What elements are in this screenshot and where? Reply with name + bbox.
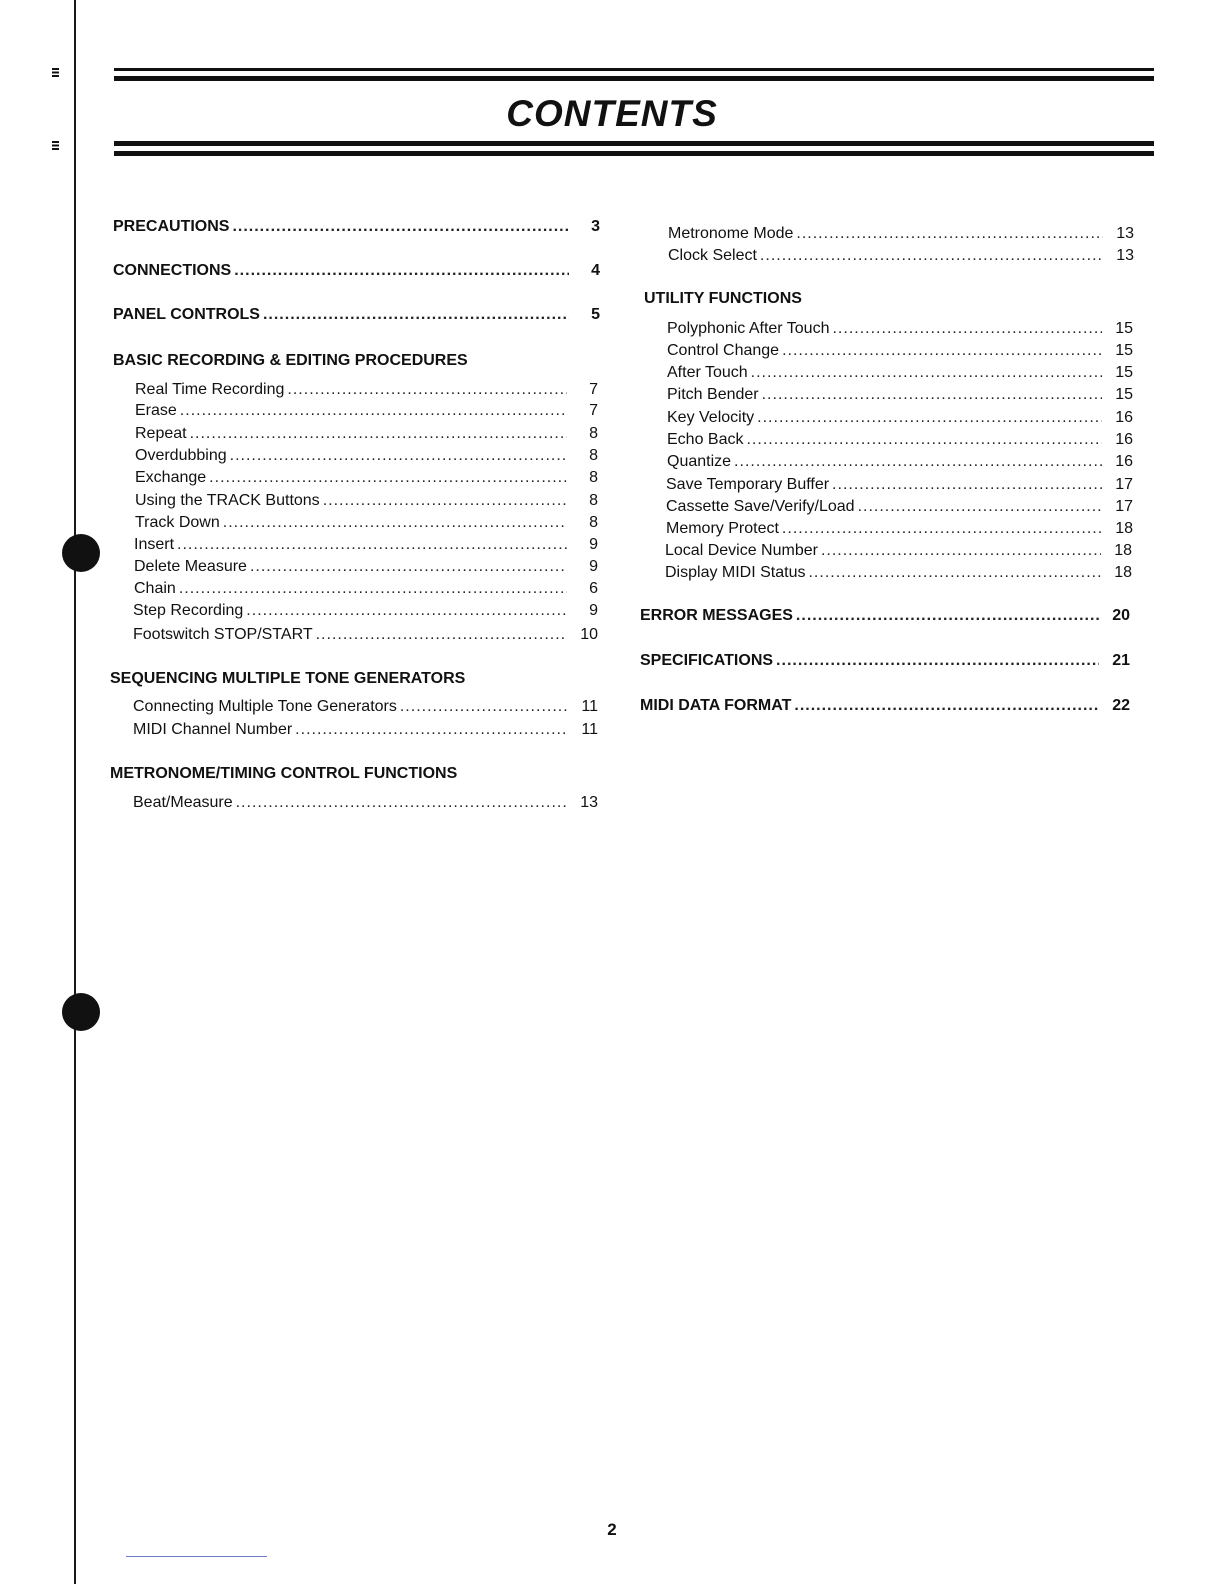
toc-entry[interactable] bbox=[666, 519, 1133, 539]
toc-entry[interactable] bbox=[665, 541, 1132, 561]
dot-leader bbox=[746, 430, 1102, 450]
toc-entry[interactable] bbox=[667, 319, 1133, 339]
toc-label: Polyphonic After Touch bbox=[667, 320, 830, 337]
dot-leader bbox=[782, 519, 1102, 539]
toc-page-number: 15 bbox=[1115, 386, 1133, 403]
dot-leader bbox=[794, 696, 1099, 716]
toc-page-number: 10 bbox=[580, 626, 598, 643]
toc-page-number: 6 bbox=[589, 580, 598, 597]
dot-leader bbox=[776, 651, 1099, 671]
toc-entry[interactable] bbox=[667, 452, 1133, 472]
toc-entry[interactable] bbox=[667, 341, 1133, 361]
dot-leader bbox=[223, 513, 567, 533]
toc-label: Using the TRACK Buttons bbox=[135, 492, 320, 509]
toc-page-number: 8 bbox=[589, 492, 598, 509]
header-rule-top bbox=[114, 68, 1154, 71]
dot-leader bbox=[762, 385, 1102, 405]
toc-entry[interactable] bbox=[135, 401, 598, 421]
toc-label: Key Velocity bbox=[667, 409, 755, 426]
toc-label: Beat/Measure bbox=[133, 794, 233, 811]
section-heading-basic-recording: BASIC RECORDING & EDITING PROCEDURES bbox=[113, 352, 468, 369]
toc-label: Overdubbing bbox=[135, 447, 227, 464]
toc-label: Cassette Save/Verify/Load bbox=[666, 498, 855, 515]
toc-page-number: 21 bbox=[1112, 652, 1130, 669]
bottom-edge-line bbox=[126, 1556, 267, 1557]
toc-entry[interactable] bbox=[667, 430, 1133, 450]
section-heading-metronome-timing: METRONOME/TIMING CONTROL FUNCTIONS bbox=[110, 765, 458, 782]
toc-page-number: 4 bbox=[591, 262, 600, 279]
page-title: CONTENTS bbox=[506, 93, 718, 134]
toc-label: Insert bbox=[134, 536, 175, 553]
dot-leader bbox=[263, 305, 569, 325]
toc-entry[interactable] bbox=[134, 579, 598, 599]
toc-page-number: 11 bbox=[581, 721, 598, 738]
toc-entry[interactable] bbox=[668, 224, 1134, 244]
toc-page-number: 9 bbox=[589, 558, 598, 575]
toc-page-number: 3 bbox=[591, 218, 600, 235]
toc-label: PANEL CONTROLS bbox=[113, 306, 260, 323]
toc-entry[interactable] bbox=[135, 380, 598, 400]
toc-page-number: 13 bbox=[1116, 225, 1134, 242]
dot-leader bbox=[751, 363, 1102, 383]
dot-leader bbox=[316, 625, 567, 645]
toc-page-number: 16 bbox=[1115, 409, 1133, 426]
toc-entry-specifications[interactable] bbox=[640, 651, 1130, 671]
dot-leader bbox=[209, 468, 567, 488]
toc-entry[interactable] bbox=[667, 363, 1133, 383]
toc-entry[interactable] bbox=[133, 697, 598, 717]
toc-page-number: 22 bbox=[1112, 697, 1130, 714]
toc-entry[interactable] bbox=[135, 424, 598, 444]
toc-page-number: 15 bbox=[1115, 364, 1133, 381]
toc-label: Clock Select bbox=[668, 247, 757, 264]
toc-page-number: 9 bbox=[589, 536, 598, 553]
dot-leader bbox=[190, 424, 567, 444]
dot-leader bbox=[782, 341, 1102, 361]
dot-leader bbox=[232, 217, 569, 237]
toc-label: Save Temporary Buffer bbox=[666, 476, 830, 493]
toc-page-number: 15 bbox=[1115, 320, 1133, 337]
header-rule-bottom bbox=[114, 151, 1154, 156]
dot-leader bbox=[832, 475, 1102, 495]
toc-label: Repeat bbox=[135, 425, 187, 442]
toc-label: Step Recording bbox=[133, 602, 244, 619]
toc-page-number: 13 bbox=[580, 794, 598, 811]
header-rule-bottom bbox=[114, 141, 1154, 146]
toc-page-number: 8 bbox=[589, 469, 598, 486]
toc-label: Track Down bbox=[135, 514, 220, 531]
binding-mark bbox=[52, 141, 59, 150]
toc-page-number: 20 bbox=[1112, 607, 1130, 624]
toc-page-number: 8 bbox=[589, 447, 598, 464]
toc-entry[interactable] bbox=[667, 385, 1133, 405]
toc-label: Control Change bbox=[667, 342, 780, 359]
toc-label: Quantize bbox=[667, 453, 732, 470]
dot-leader bbox=[236, 793, 567, 813]
toc-label: Display MIDI Status bbox=[665, 564, 806, 581]
toc-entry[interactable] bbox=[668, 246, 1134, 266]
page-number: 2 bbox=[607, 1520, 617, 1539]
toc-entry[interactable] bbox=[665, 563, 1132, 583]
dot-leader bbox=[234, 261, 569, 281]
toc-entry[interactable] bbox=[134, 535, 598, 555]
section-heading-utility-functions: UTILITY FUNCTIONS bbox=[644, 290, 802, 307]
toc-label: MIDI Channel Number bbox=[133, 721, 293, 738]
toc-entry-midi-data-format[interactable] bbox=[640, 696, 1130, 716]
dot-leader bbox=[821, 541, 1101, 561]
dot-leader bbox=[832, 319, 1102, 339]
dot-leader bbox=[287, 380, 567, 400]
dot-leader bbox=[796, 224, 1103, 244]
toc-entry[interactable] bbox=[134, 557, 598, 577]
dot-leader bbox=[796, 606, 1099, 626]
binding-line bbox=[74, 0, 76, 1584]
toc-entry[interactable] bbox=[666, 475, 1133, 495]
toc-entry[interactable] bbox=[133, 720, 598, 740]
punch-hole bbox=[62, 534, 100, 572]
dot-leader bbox=[757, 408, 1102, 428]
toc-page-number: 5 bbox=[591, 306, 600, 323]
dot-leader bbox=[250, 557, 567, 577]
toc-entry[interactable] bbox=[135, 513, 598, 533]
toc-page-number: 11 bbox=[581, 698, 598, 715]
dot-leader bbox=[323, 491, 567, 511]
toc-label: Chain bbox=[134, 580, 176, 597]
toc-label: ERROR MESSAGES bbox=[640, 607, 793, 624]
toc-page-number: 16 bbox=[1115, 453, 1133, 470]
toc-entry[interactable] bbox=[135, 491, 598, 511]
toc-entry[interactable] bbox=[667, 408, 1133, 428]
toc-page-number: 18 bbox=[1114, 542, 1132, 559]
dot-leader bbox=[177, 535, 567, 555]
toc-label: SPECIFICATIONS bbox=[640, 652, 774, 669]
dot-leader bbox=[246, 601, 567, 621]
toc-entry-error-messages[interactable] bbox=[640, 606, 1130, 626]
dot-leader bbox=[180, 401, 567, 421]
toc-page-number: 9 bbox=[589, 602, 598, 619]
toc-label: Metronome Mode bbox=[668, 225, 794, 242]
toc-page-number: 15 bbox=[1115, 342, 1133, 359]
toc-label: Local Device Number bbox=[665, 542, 818, 559]
dot-leader bbox=[858, 497, 1102, 517]
toc-entry[interactable] bbox=[133, 625, 598, 645]
toc-page-number: 17 bbox=[1115, 498, 1133, 515]
toc-entry[interactable] bbox=[666, 497, 1133, 517]
dot-leader bbox=[230, 446, 567, 466]
dot-leader bbox=[734, 452, 1102, 472]
toc-page-number: 17 bbox=[1115, 476, 1133, 493]
toc-label: Delete Measure bbox=[134, 558, 247, 575]
toc-page-number: 8 bbox=[589, 514, 598, 531]
toc-entry-connections[interactable] bbox=[113, 261, 600, 281]
toc-label: Echo Back bbox=[667, 431, 744, 448]
toc-label: Erase bbox=[135, 402, 177, 419]
dot-leader bbox=[808, 563, 1101, 583]
dot-leader bbox=[179, 579, 567, 599]
toc-label: Pitch Bender bbox=[667, 386, 759, 403]
toc-label: PRECAUTIONS bbox=[113, 218, 230, 235]
toc-entry-panel-controls[interactable] bbox=[113, 305, 600, 325]
toc-page-number: 7 bbox=[589, 402, 598, 419]
toc-page-number: 7 bbox=[589, 381, 598, 398]
toc-entry[interactable] bbox=[135, 446, 598, 466]
toc-page-number: 13 bbox=[1116, 247, 1134, 264]
toc-page-number: 16 bbox=[1115, 431, 1133, 448]
toc-label: Exchange bbox=[135, 469, 207, 486]
toc-label: Footswitch STOP/START bbox=[133, 626, 313, 643]
dot-leader bbox=[400, 697, 567, 717]
toc-label: Memory Protect bbox=[666, 520, 779, 537]
toc-label: After Touch bbox=[667, 364, 748, 381]
toc-entry[interactable] bbox=[133, 793, 598, 813]
dot-leader bbox=[760, 246, 1103, 266]
section-heading-sequencing: SEQUENCING MULTIPLE TONE GENERATORS bbox=[110, 670, 466, 687]
toc-page-number: 8 bbox=[589, 425, 598, 442]
toc-page-number: 18 bbox=[1115, 520, 1133, 537]
punch-hole bbox=[62, 993, 100, 1031]
toc-entry[interactable] bbox=[133, 601, 598, 621]
dot-leader bbox=[295, 720, 567, 740]
toc-label: Real Time Recording bbox=[135, 381, 285, 398]
toc-entry[interactable] bbox=[135, 468, 598, 488]
binding-mark bbox=[52, 68, 59, 77]
toc-label: CONNECTIONS bbox=[113, 262, 232, 279]
toc-entry-precautions[interactable] bbox=[113, 217, 600, 237]
toc-label: Connecting Multiple Tone Generators bbox=[133, 698, 397, 715]
header-rule-top bbox=[114, 76, 1154, 81]
toc-label: MIDI DATA FORMAT bbox=[640, 697, 792, 714]
toc-page-number: 18 bbox=[1114, 564, 1132, 581]
